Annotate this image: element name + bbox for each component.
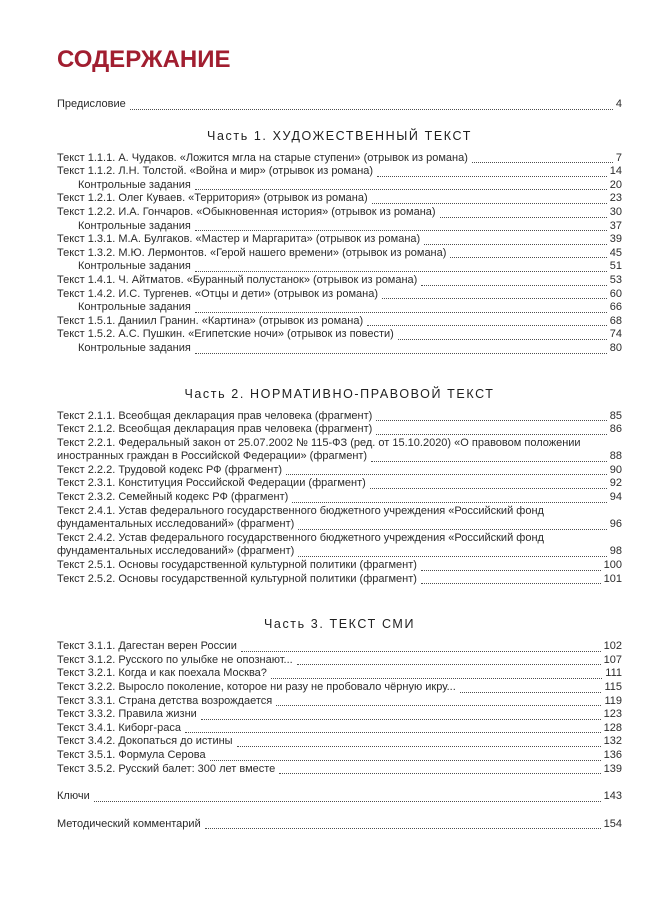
entry-label: Текст 1.4.2. И.С. Тургенев. «Отцы и дети» (отрывок из романа) <box>57 287 379 300</box>
dot-leader <box>195 189 607 190</box>
dot-leader <box>450 257 606 258</box>
entry-page-number: 86 <box>609 423 622 436</box>
toc-entry-continuation <box>57 518 622 532</box>
entry-label: Текст 3.2.2. Выросло поколение, которое ни разу не пробовало чёрную икру... <box>57 681 456 693</box>
entry-label: Текст 2.2.1. Федеральный закон от 25.07.2002 № 115-ФЗ (ред. от 15.10.2020) «О правовом положении <box>57 436 581 449</box>
entry-label: Текст 1.3.2. М.Ю. Лермонтов. «Герой нашего времени» (отрывок из романа) <box>57 246 447 259</box>
dot-leader <box>210 760 601 761</box>
entry-page-number: 102 <box>603 640 622 653</box>
entry-page-number: 111 <box>605 667 622 680</box>
entry-page-number: 96 <box>609 518 622 531</box>
toc-entry <box>57 464 622 478</box>
entry-page-number: 4 <box>615 98 622 110</box>
dot-leader <box>376 420 606 421</box>
dot-leader <box>279 773 600 774</box>
entry-label: Ключи <box>57 790 90 803</box>
toc-entry <box>57 437 622 451</box>
dot-leader <box>205 828 601 829</box>
entry-label: Текст 1.5.2. А.С. Пушкин. «Египетские ночи» (отрывок из повести) <box>57 328 394 341</box>
dot-leader <box>195 312 607 313</box>
entry-page-number: 74 <box>609 328 622 341</box>
dot-leader <box>371 461 607 462</box>
entry-page-number: 60 <box>609 287 622 300</box>
dot-leader <box>276 705 601 706</box>
toc-entry <box>57 722 622 736</box>
dot-leader <box>286 474 607 475</box>
entry-label: Текст 2.1.1. Всеобщая декларация прав человека (фрагмент) <box>57 409 373 422</box>
toc-entry <box>57 708 622 722</box>
toc-entry <box>57 573 622 587</box>
entry-page-number: 14 <box>609 165 622 178</box>
entry-page-number: 143 <box>603 790 622 803</box>
dot-leader <box>292 502 606 503</box>
toc-entry <box>57 667 622 681</box>
entry-label: Текст 2.4.2. Устав федерального государственного бюджетного учреждения «Российский фонд <box>57 531 544 544</box>
toc-entry <box>57 165 622 179</box>
toc-entry <box>57 315 622 329</box>
entry-page-number: 100 <box>603 559 622 572</box>
dot-leader <box>421 583 601 584</box>
entry-label: Текст 3.2.1. Когда и как поехала Москва? <box>57 667 267 680</box>
entry-label: Текст 1.3.1. М.А. Булгаков. «Мастер и Маргарита» (отрывок из романа) <box>57 233 421 246</box>
dot-leader <box>195 353 607 354</box>
entry-label: Текст 2.1.2. Всеобщая декларация прав человека (фрагмент) <box>57 423 373 436</box>
dot-leader <box>94 801 601 802</box>
entry-label: Текст 1.4.1. Ч. Айтматов. «Буранный полустанок» (отрывок из романа) <box>57 273 418 286</box>
entry-label: Текст 1.5.1. Даниил Гранин. «Картина» (отрывок из романа) <box>57 314 364 327</box>
toc-entry-continuation <box>57 450 622 464</box>
dot-leader <box>241 651 601 652</box>
toc-entry <box>57 695 622 709</box>
toc-entry <box>57 491 622 505</box>
dot-leader <box>424 244 607 245</box>
toc-parts <box>57 129 622 777</box>
entry-label: Текст 1.1.1. А. Чудаков. «Ложится мгла на старые ступени» (отрывок из романа) <box>57 151 468 164</box>
dot-leader <box>195 230 607 231</box>
dot-leader <box>398 339 607 340</box>
entry-page-number: 94 <box>609 491 622 504</box>
entry-label: Текст 2.2.2. Трудовой кодекс РФ (фрагмент) <box>57 463 283 476</box>
entry-label: Контрольные задания <box>78 260 191 273</box>
keys-entry <box>57 790 622 804</box>
entry-label: Текст 3.3.1. Страна детства возрождается <box>57 694 273 707</box>
toc-entry <box>57 233 622 247</box>
entry-label: фундаментальных исследований» (фрагмент) <box>57 518 295 531</box>
toc-entry <box>57 247 622 261</box>
toc-entry <box>57 477 622 491</box>
toc-entry <box>57 423 622 437</box>
entry-page-number: 119 <box>604 694 622 707</box>
entry-page-number: 132 <box>603 735 622 748</box>
part-heading: Часть 2. НОРМАТИВНО-ПРАВОВОЙ ТЕКСТ <box>184 386 495 401</box>
entry-label: Текст 3.3.2. Правила жизни <box>57 708 197 721</box>
toc-entry <box>57 681 622 695</box>
toc-entry <box>57 192 622 206</box>
entry-label: Текст 1.2.2. И.А. Гончаров. «Обыкновенная история» (отрывок из романа) <box>57 205 436 218</box>
toc-entry-continuation <box>57 545 622 559</box>
dot-leader <box>440 217 607 218</box>
toc-entry <box>57 301 622 315</box>
toc-entry <box>57 532 622 546</box>
entry-page-number: 123 <box>603 708 622 721</box>
toc-entry <box>57 735 622 749</box>
dot-leader <box>195 271 607 272</box>
toc-entry <box>57 328 622 342</box>
page-title: СОДЕРЖАНИЕ <box>57 46 231 73</box>
dot-leader <box>185 732 601 733</box>
dot-leader <box>297 664 601 665</box>
toc-entry <box>57 410 622 424</box>
entry-label: Контрольные задания <box>78 178 191 191</box>
entry-page-number: 7 <box>615 151 622 164</box>
entry-label: Текст 2.5.1. Основы государственной культурной политики (фрагмент) <box>57 559 417 572</box>
entry-label: Контрольные задания <box>78 301 191 314</box>
entry-page-number: 45 <box>609 246 622 259</box>
entry-label: Текст 3.1.2. Русского по улыбке не опознают... <box>57 653 293 666</box>
entry-page-number: 90 <box>609 463 622 476</box>
dot-leader <box>298 529 606 530</box>
entry-page-number: 51 <box>609 260 622 273</box>
entry-label: Текст 3.4.2. Докопаться до истины <box>57 735 233 748</box>
dot-leader <box>421 570 601 571</box>
dot-leader <box>377 176 607 177</box>
toc-entry <box>57 749 622 763</box>
toc-entry <box>57 274 622 288</box>
entry-label: Текст 3.4.1. Киборг-раса <box>57 721 181 734</box>
entry-label: Методический комментарий <box>57 817 201 830</box>
dot-leader <box>370 488 607 489</box>
entry-label: фундаментальных исследований» (фрагмент) <box>57 545 295 558</box>
dot-leader <box>421 285 606 286</box>
part-heading: Часть 1. ХУДОЖЕСТВЕННЫЙ ТЕКСТ <box>207 128 472 143</box>
entry-page-number: 136 <box>603 748 622 761</box>
preface-entry <box>57 98 622 112</box>
entry-label: Контрольные задания <box>78 341 191 354</box>
entry-label: Текст 3.5.2. Русский балет: 300 лет вместе <box>57 762 276 775</box>
entry-page-number: 154 <box>603 817 622 830</box>
dot-leader <box>372 203 607 204</box>
entry-label: Контрольные задания <box>78 219 191 232</box>
entry-page-number: 80 <box>609 341 622 354</box>
dot-leader <box>460 692 602 693</box>
entry-label: Текст 2.3.2. Семейный кодекс РФ (фрагмент) <box>57 491 289 504</box>
dot-leader <box>298 556 606 557</box>
toc-entry <box>57 288 622 302</box>
entry-page-number: 101 <box>603 572 622 585</box>
entry-page-number: 66 <box>609 301 622 314</box>
toc-entry <box>57 342 622 356</box>
entry-page-number: 37 <box>609 219 622 232</box>
entry-label: Текст 3.1.1. Дагестан верен России <box>57 640 237 653</box>
dot-leader <box>382 298 607 299</box>
entry-page-number: 53 <box>609 273 622 286</box>
entry-page-number: 85 <box>609 409 622 422</box>
dot-leader <box>271 678 602 679</box>
toc-entry <box>57 640 622 654</box>
entry-label: иностранных граждан в Российской Федерации» (фрагмент) <box>57 450 368 463</box>
dot-leader <box>130 109 613 110</box>
entry-page-number: 23 <box>609 192 622 205</box>
entry-label: Текст 1.2.1. Олег Куваев. «Территория» (отрывок из романа) <box>57 192 368 205</box>
toc-entry <box>57 206 622 220</box>
toc-entry <box>57 654 622 668</box>
entry-page-number: 20 <box>609 178 622 191</box>
entry-page-number: 115 <box>604 681 622 693</box>
entry-label: Текст 1.1.2. Л.Н. Толстой. «Война и мир» (отрывок из романа) <box>57 165 374 178</box>
entry-page-number: 139 <box>603 762 622 775</box>
entry-page-number: 128 <box>603 721 622 734</box>
toc-entry <box>57 179 622 193</box>
toc-entry <box>57 505 622 519</box>
entry-page-number: 30 <box>609 205 622 218</box>
entry-page-number: 88 <box>609 450 622 463</box>
dot-leader <box>237 746 601 747</box>
entry-label: Текст 3.5.1. Формула Серова <box>57 748 206 761</box>
dot-leader <box>472 162 613 163</box>
entry-label: Предисловие <box>57 98 126 110</box>
dot-leader <box>201 719 601 720</box>
entry-label: Текст 2.5.2. Основы государственной культурной политики (фрагмент) <box>57 572 417 585</box>
entry-page-number: 107 <box>603 653 622 666</box>
methodical-commentary-entry <box>57 818 622 832</box>
toc-entry <box>57 260 622 274</box>
entry-page-number: 92 <box>609 477 622 490</box>
entry-page-number: 98 <box>609 545 622 558</box>
dot-leader <box>376 434 606 435</box>
toc-entry <box>57 220 622 234</box>
part-heading: Часть 3. ТЕКСТ СМИ <box>263 617 416 632</box>
toc-entry <box>57 763 622 777</box>
dot-leader <box>367 325 607 326</box>
toc-entry <box>57 559 622 573</box>
entry-page-number: 39 <box>609 233 622 246</box>
entry-label: Текст 2.3.1. Конституция Российской Федерации (фрагмент) <box>57 477 366 490</box>
entry-label: Текст 2.4.1. Устав федерального государственного бюджетного учреждения «Российский фонд <box>57 504 544 517</box>
toc-entry <box>57 152 622 166</box>
entry-page-number: 68 <box>609 314 622 327</box>
